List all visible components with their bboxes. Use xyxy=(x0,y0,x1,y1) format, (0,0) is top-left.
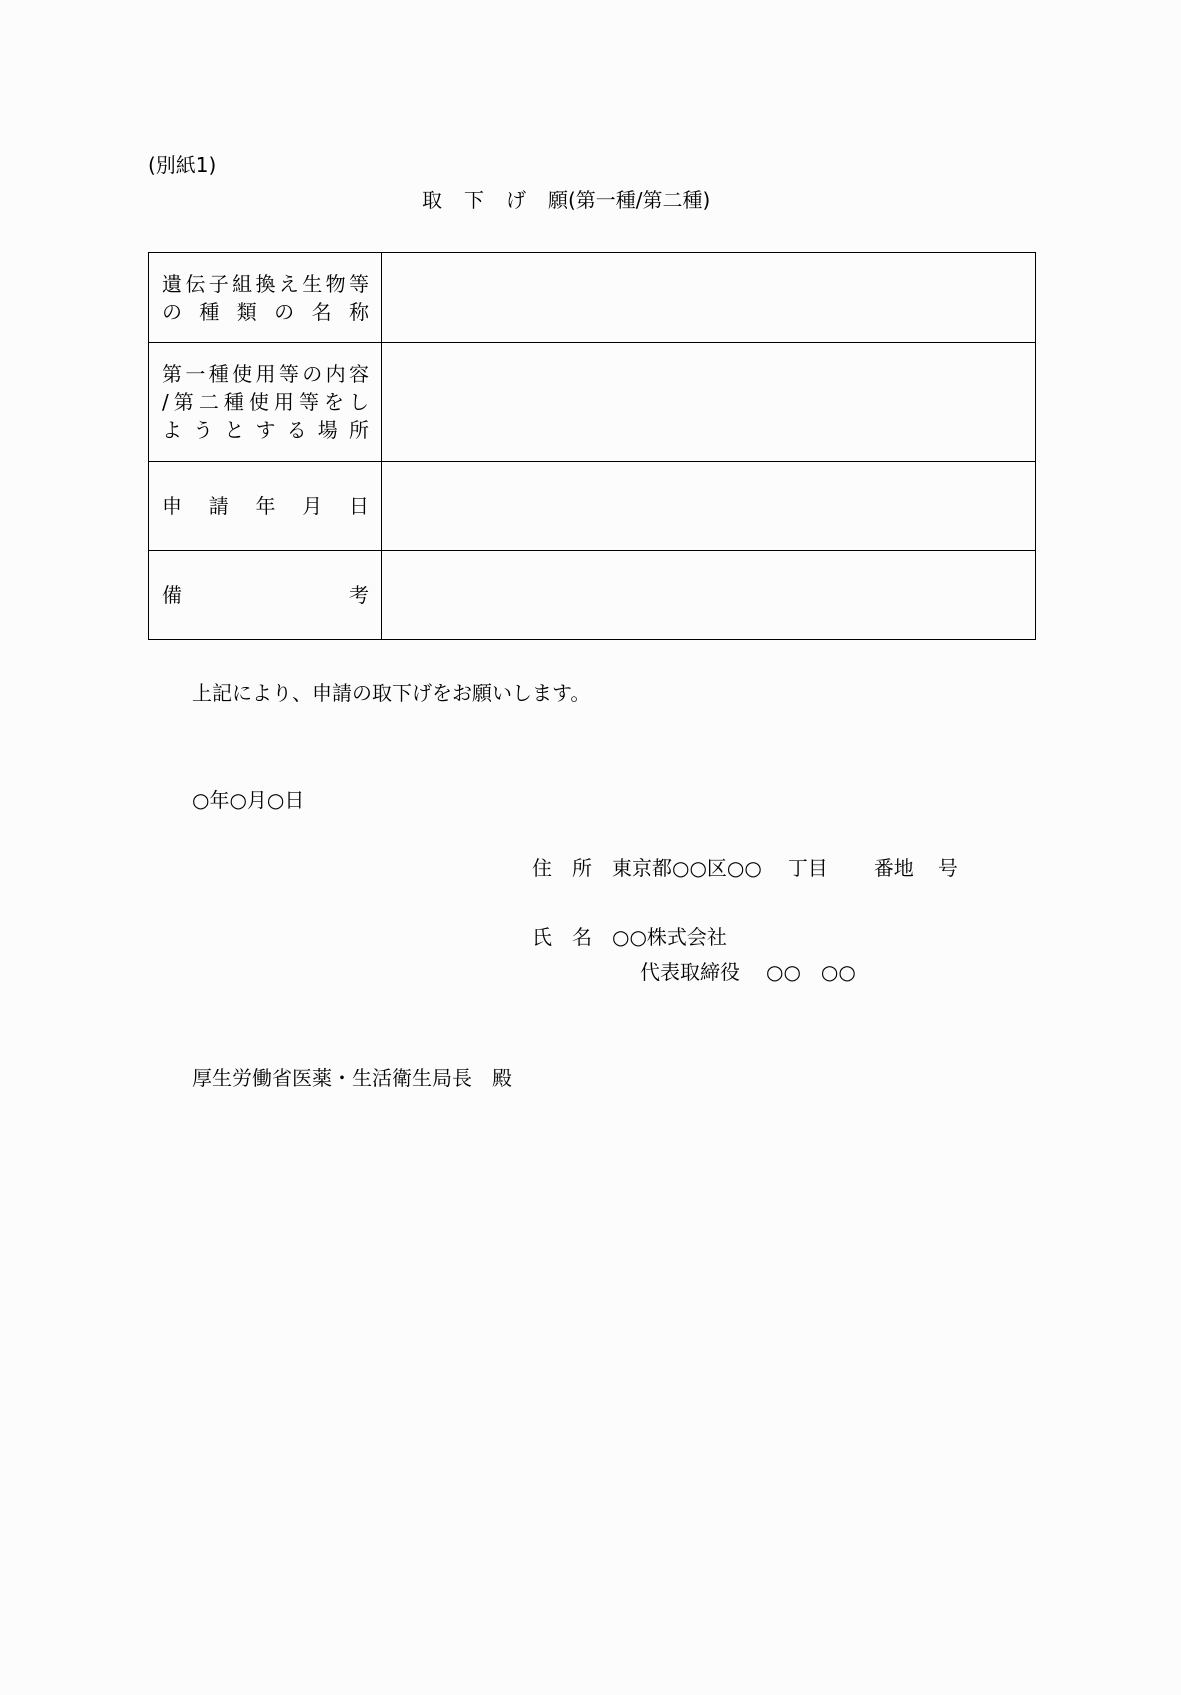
address-label: 住 所 xyxy=(532,856,592,880)
label-char: 場 xyxy=(317,418,338,442)
label-line xyxy=(162,388,369,416)
label-char: す xyxy=(255,418,276,442)
label-cell xyxy=(149,551,382,640)
label-char: の xyxy=(162,299,182,324)
label-line xyxy=(162,270,369,298)
label-char: の xyxy=(302,362,323,386)
title-char: 願 xyxy=(548,188,568,212)
label-char: 種 xyxy=(223,390,244,414)
addressee: 厚生労働省医薬・生活衛生局長 殿 xyxy=(192,1066,512,1090)
name-line xyxy=(532,925,727,949)
label-line xyxy=(162,298,369,326)
label-char: 物 xyxy=(325,271,346,296)
company-name: ○○株式会社 xyxy=(612,925,727,949)
label-char: / xyxy=(162,390,169,414)
table-row xyxy=(149,343,1036,462)
label-char: 生 xyxy=(302,271,323,296)
representative-name: ○○ ○○ xyxy=(766,960,856,984)
title-suffix: (第一種/第二種) xyxy=(568,188,711,212)
label-char: の xyxy=(274,299,295,324)
label-char: 等 xyxy=(349,271,369,296)
label-char: 考 xyxy=(349,583,369,607)
application-date-field[interactable] xyxy=(382,462,1036,551)
label-char: る xyxy=(286,418,307,442)
label-char: 等 xyxy=(278,362,299,386)
address-go: 号 xyxy=(937,856,958,880)
label-char: と xyxy=(224,418,245,442)
label-cell xyxy=(149,343,382,462)
request-statement: 上記により、申請の取下げをお願いします。 xyxy=(192,681,591,705)
label-char: し xyxy=(349,390,369,414)
remarks-field[interactable] xyxy=(382,551,1036,640)
label-char: 年 xyxy=(255,494,276,518)
usage-location-field[interactable] xyxy=(382,343,1036,462)
organism-name-field[interactable] xyxy=(382,253,1036,343)
label-char: 組 xyxy=(232,271,253,296)
representative-title: 代表取締役 xyxy=(640,960,740,984)
label-cell xyxy=(149,253,382,343)
document-title xyxy=(422,188,710,212)
label-line xyxy=(162,581,369,609)
label-char: 遺 xyxy=(162,271,182,296)
table-row xyxy=(149,253,1036,343)
label-char: え xyxy=(278,271,299,296)
label-char: 称 xyxy=(348,299,369,324)
label-char: 伝 xyxy=(185,271,206,296)
table-row xyxy=(149,551,1036,640)
label-char: 申 xyxy=(162,494,182,518)
label-char: 請 xyxy=(208,494,229,518)
submission-date: ○年○月○日 xyxy=(192,788,305,812)
label-line xyxy=(162,360,369,388)
label-char: 種 xyxy=(208,362,229,386)
application-table xyxy=(148,252,1036,640)
label-char: 子 xyxy=(208,271,229,296)
address-line xyxy=(532,856,958,880)
label-char: 容 xyxy=(349,362,369,386)
label-char: 第 xyxy=(173,390,194,414)
label-char: 内 xyxy=(325,362,346,386)
address-banchi: 番地 xyxy=(873,856,914,880)
label-char: 使 xyxy=(232,362,253,386)
label-char: 等 xyxy=(298,390,319,414)
label-char: よ xyxy=(162,418,182,442)
label-char: 換 xyxy=(255,271,276,296)
label-char: 用 xyxy=(273,390,294,414)
address-chome: 丁目 xyxy=(787,856,828,880)
title-char: 取 xyxy=(422,188,442,212)
attachment-label: (別紙1) xyxy=(148,153,217,177)
label-char: 類 xyxy=(236,299,257,324)
title-char: 下 xyxy=(464,188,484,212)
label-char: 月 xyxy=(302,494,323,518)
label-char: 日 xyxy=(349,494,369,518)
title-char: げ xyxy=(506,188,526,212)
label-char: を xyxy=(323,390,344,414)
address-value: 東京都○○区○○ xyxy=(612,856,762,880)
label-char: 用 xyxy=(255,362,276,386)
label-line xyxy=(162,492,369,520)
label-char: 二 xyxy=(198,390,219,414)
label-line xyxy=(162,416,369,444)
representative-line xyxy=(640,960,856,984)
label-char: 名 xyxy=(311,299,332,324)
label-char: 種 xyxy=(199,299,220,324)
label-char: う xyxy=(193,418,214,442)
table-row xyxy=(149,462,1036,551)
label-char: 備 xyxy=(162,583,182,607)
label-char: 所 xyxy=(348,418,369,442)
label-char: 使 xyxy=(248,390,269,414)
label-cell xyxy=(149,462,382,551)
label-char: 一 xyxy=(185,362,206,386)
label-char: 第 xyxy=(162,362,182,386)
name-label: 氏 名 xyxy=(532,925,592,949)
